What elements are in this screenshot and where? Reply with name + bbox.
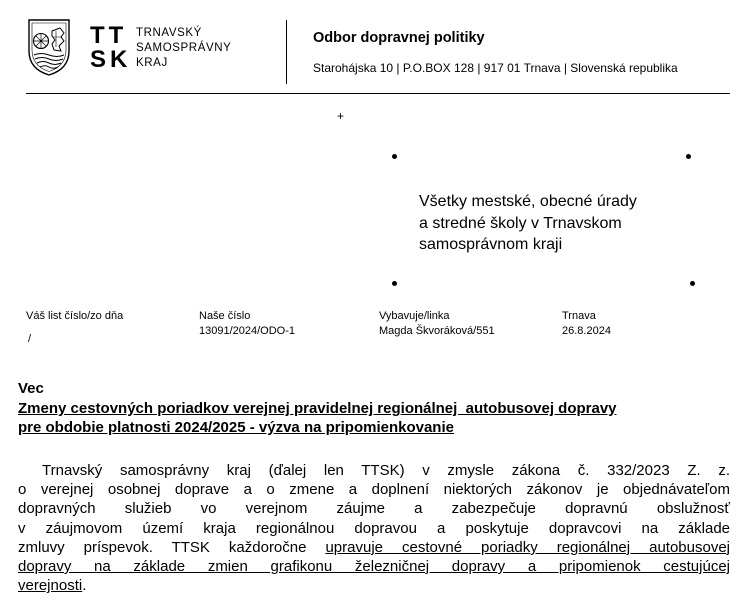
logo-mark [90, 22, 132, 73]
logo-word-1: TRNAVSKÝ [136, 27, 202, 39]
handler-value: Magda Škvoráková/551 [379, 325, 495, 337]
subject-line-1 [18, 399, 730, 418]
your-letter-value: / [28, 333, 32, 345]
our-number-field [199, 309, 295, 339]
body-line-5-underlined: upravuje cestovné poriadky regionálnej autobusovej [325, 538, 731, 556]
registration-mark: + [337, 109, 345, 123]
coat-of-arms-icon [26, 17, 72, 77]
body-paragraph [18, 461, 730, 595]
body-line-last [18, 576, 730, 595]
subject-text [18, 399, 730, 437]
logo-wordmark [136, 26, 231, 71]
body-line-underlined: dopravy na základe zmien grafikonu železničnej dopravy a pripomienok cestujúcej [18, 558, 730, 576]
body-line-5-plain: zmluvy príspevok. TTSK každoročne [18, 538, 326, 556]
window-mark-bottom-right [690, 281, 695, 286]
our-number-value: 13091/2024/ODO-1 [199, 325, 296, 337]
logo-word-2: SAMOSPRÁVNY [136, 42, 232, 54]
header-rule [26, 93, 730, 94]
place-label: Trnava [562, 310, 596, 322]
recipient-line: Všetky mestské, obecné úrady [419, 193, 637, 210]
window-mark-top-left [392, 154, 397, 159]
place-date-field [562, 309, 611, 339]
recipient-line: samosprávnom kraji [419, 236, 563, 253]
recipient-address [419, 191, 637, 256]
body-line: v záujmovom území kraja regionálnou dopravou a poskytuje dopravcovi na základe [18, 519, 730, 537]
date-value: 26.8.2024 [562, 325, 611, 337]
recipient-line: a stredné školy v Trnavskom [419, 214, 622, 232]
body-line [18, 538, 730, 557]
our-number-label: Naše číslo [199, 310, 251, 322]
handler-field [379, 309, 495, 339]
logo-word-3: KRAJ [136, 57, 168, 69]
department-name: Odbor dopravnej politiky [313, 30, 485, 46]
body-line-7-underlined: verejnosti [18, 577, 83, 595]
body-line: dopravných služieb vo verejnom záujme a zabezpečuje dopravnú obslužnosť [18, 500, 730, 518]
subject-line-2: pre obdobie platnosti 2024/2025 - výzva na pripomienkovanie [18, 419, 454, 436]
body-line: Trnavský samosprávny kraj (ďalej len TTSK) v zmysle zákona č. 332/2023 Z. z. [42, 462, 730, 479]
header-divider [286, 20, 287, 84]
window-mark-top-right [686, 154, 691, 159]
body-line: o verejnej osobnej doprave a o zmene a doplnení niektorých zákonov je objednávateľom [18, 481, 730, 499]
subject-line-1-text: Zmeny cestovných poriadkov verejnej pravidelnej regionálnej autobusovej dopravy [18, 400, 617, 417]
body-line-7-end: . [82, 577, 87, 595]
handler-label: Vybavuje/linka [379, 310, 450, 322]
window-mark-bottom-left [392, 281, 397, 286]
your-letter-label: Váš list číslo/zo dňa [26, 310, 124, 322]
logo-sk-text: SK [90, 46, 132, 73]
subject-heading: Vec [18, 380, 44, 397]
department-address: Starohájska 10 | P.O.BOX 128 | 917 01 Trnava | Slovenská republika [313, 61, 678, 75]
logo-tt-text: TT [90, 22, 128, 49]
